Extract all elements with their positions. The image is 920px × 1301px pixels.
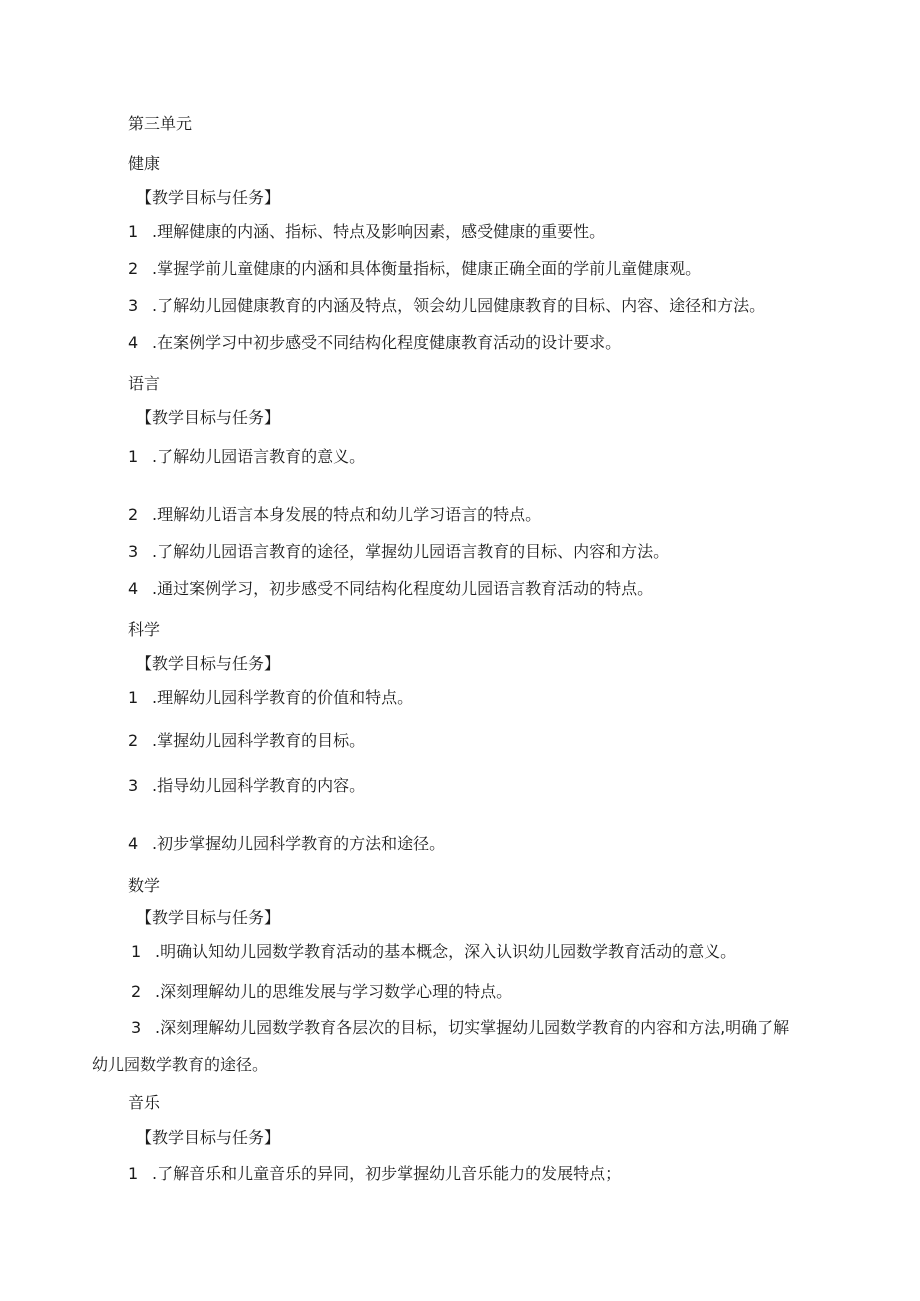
list-item-continuation: 幼儿园数学教育的途径。 — [92, 1055, 269, 1074]
list-item — [131, 1018, 789, 1038]
item-text: .深刻理解幼儿园数学教育各层次的目标，切实掌握幼儿园数学教育的内容和方法,明确了解 — [155, 1018, 790, 1037]
item-number: 1 — [128, 688, 139, 707]
item-number: 4 — [128, 834, 139, 853]
section-title-language: 语言 — [128, 374, 161, 393]
item-number: 3 — [131, 1018, 142, 1037]
section-header-health: 【教学目标与任务】 — [136, 188, 281, 207]
item-text: .了解音乐和儿童音乐的异同，初步掌握幼儿音乐能力的发展特点； — [152, 1164, 622, 1183]
item-text: .初步掌握幼儿园科学教育的方法和途径。 — [152, 834, 446, 853]
item-number: 3 — [128, 776, 139, 795]
item-number: 2 — [128, 505, 139, 524]
item-text: .理解健康的内涵、指标、特点及影响因素，感受健康的重要性。 — [152, 222, 606, 241]
section-header-music: 【教学目标与任务】 — [136, 1128, 281, 1147]
section-title-health: 健康 — [128, 154, 161, 173]
item-text: .理解幼儿语言本身发展的特点和幼儿学习语言的特点。 — [152, 505, 542, 524]
item-number: 1 — [128, 222, 139, 241]
item-number: 3 — [128, 542, 139, 561]
item-number: 4 — [128, 333, 139, 352]
section-header-science: 【教学目标与任务】 — [136, 654, 281, 673]
item-text: .了解幼儿园语言教育的途径，掌握幼儿园语言教育的目标、内容和方法。 — [152, 542, 670, 561]
list-item — [128, 579, 653, 599]
list-item — [128, 505, 541, 525]
item-number: 4 — [128, 579, 139, 598]
item-text: .在案例学习中初步感受不同结构化程度健康教育活动的设计要求。 — [152, 333, 622, 352]
list-item — [128, 222, 605, 242]
item-text: .了解幼儿园健康教育的内涵及特点，领会幼儿园健康教育的目标、内容、途径和方法。 — [152, 296, 766, 315]
list-item — [131, 942, 736, 962]
section-title-music: 音乐 — [128, 1093, 161, 1112]
item-text: .掌握幼儿园科学教育的目标。 — [152, 731, 366, 750]
section-title-math: 数学 — [128, 876, 161, 895]
item-number: 1 — [128, 447, 139, 466]
section-header-math: 【教学目标与任务】 — [136, 908, 281, 927]
list-item — [128, 776, 365, 796]
item-text: .深刻理解幼儿的思维发展与学习数学心理的特点。 — [155, 982, 513, 1001]
item-number: 2 — [128, 731, 139, 750]
item-number: 1 — [131, 942, 142, 961]
item-number: 3 — [128, 296, 139, 315]
list-item — [128, 542, 669, 562]
item-text: .指导幼儿园科学教育的内容。 — [152, 776, 366, 795]
item-text: .掌握学前儿童健康的内涵和具体衡量指标，健康正确全面的学前儿童健康观。 — [152, 259, 702, 278]
item-number: 2 — [128, 259, 139, 278]
list-item — [128, 1164, 621, 1184]
item-number: 1 — [128, 1164, 139, 1183]
list-item — [128, 731, 365, 751]
item-text: .明确认知幼儿园数学教育活动的基本概念，深入认识幼儿园数学教育活动的意义。 — [155, 942, 737, 961]
list-item — [128, 259, 701, 279]
list-item — [128, 834, 445, 854]
section-title-science: 科学 — [128, 620, 161, 639]
list-item — [128, 296, 765, 316]
list-item — [128, 688, 413, 708]
section-header-language: 【教学目标与任务】 — [136, 408, 281, 427]
list-item — [128, 447, 365, 467]
item-text: .通过案例学习，初步感受不同结构化程度幼儿园语言教育活动的特点。 — [152, 579, 654, 598]
list-item — [128, 333, 621, 353]
unit-title: 第三单元 — [128, 114, 193, 133]
item-text: .了解幼儿园语言教育的意义。 — [152, 447, 366, 466]
item-number: 2 — [131, 982, 142, 1001]
list-item — [131, 982, 512, 1002]
item-text: .理解幼儿园科学教育的价值和特点。 — [152, 688, 414, 707]
